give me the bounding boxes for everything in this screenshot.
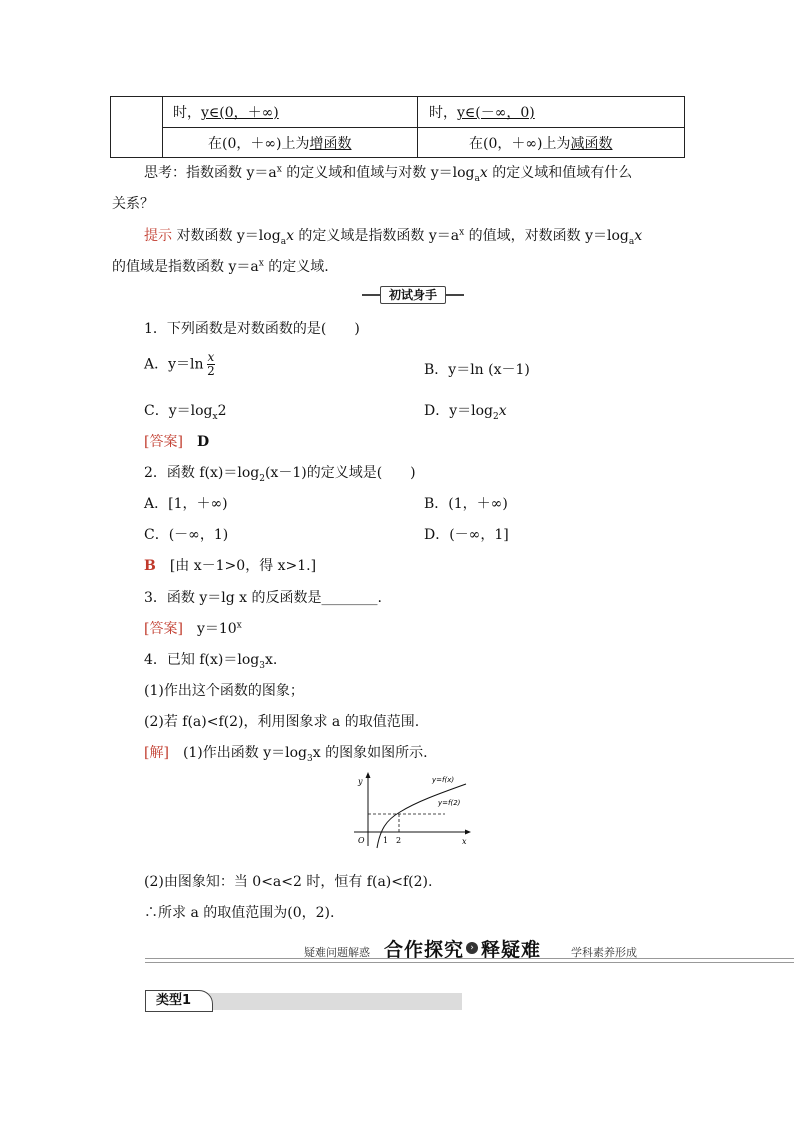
table-cell-range-decreasing: 时，y∈(－∞，0) [429, 105, 535, 121]
q4-part1: (1)作出这个函数的图象； [144, 683, 304, 699]
q4-stem: 4．已知 $f(x)=\log_3x$. [144, 652, 278, 671]
q2-answer: B [由 x－1>0，得 x>1.] [144, 558, 317, 574]
q4-solution-3: ∴所求 a 的取值范围为(0，2). [144, 905, 335, 921]
x-axis-arrow [465, 830, 471, 835]
q1-stem: 1．下列函数是对数函数的是( ) [144, 321, 360, 337]
q3-stem: 3．函数 y＝lg x 的反函数是________. [144, 590, 382, 606]
q1-option-c: C．$y=\log_x2$ [144, 403, 227, 422]
q3-answer: [答案] $y=10^x$ [144, 620, 242, 637]
q1-option-d: D．$y=\log_2x$ [424, 403, 507, 422]
q2-option-c: C．(－∞，1) [144, 527, 229, 543]
type-tab: 类型1 [145, 990, 213, 1012]
table-cell-monotonic-decreasing: 在(0，＋∞)上为减函数 [469, 136, 613, 152]
log-curve [377, 784, 466, 848]
q2-stem: 2．函数 $f(x)=\log_2(x-1)$的定义域是( ) [144, 465, 416, 484]
hint-paragraph: 提示 对数函数 $y=\log_ax$ 的定义域是指数函数 $y=a^x$ 的值域，对数函数 $y=\log_ax$ [144, 227, 643, 247]
y-axis-arrow [366, 772, 371, 778]
section-title-part1: 合作探究 [384, 939, 465, 961]
q4-part2: (2)若 f(a)<f(2)，利用图象求 a 的取值范围. [144, 714, 420, 730]
q2-option-d: D．(－∞，1] [424, 527, 509, 543]
table-cell-monotonic-increasing: 在(0，＋∞)上为增函数 [208, 136, 352, 152]
tick-label-2: 2 [396, 836, 402, 845]
q1-option-a: A．y＝ln $\frac{x}{2}$ [144, 350, 215, 378]
q2-option-b: B．(1，＋∞) [424, 496, 508, 512]
think-question-cont: 关系？ [112, 196, 154, 212]
hint-paragraph-cont: 的值域是指数函数 $y=a^x$ 的定义域. [112, 258, 329, 275]
section-subtitle-right: 学科素养形成 [571, 946, 637, 959]
chevron-right-icon: › [466, 942, 478, 954]
origin-label: O [358, 836, 365, 845]
table-divider [162, 127, 684, 128]
fraction: $\frac{x}{2}$ [207, 350, 215, 378]
section-banner [362, 286, 464, 304]
q1-option-b: B．y＝ln (x－1) [424, 362, 530, 378]
domain-range-table [110, 96, 685, 158]
q4-solution-2: (2)由图象知：当 0<a<2 时，恒有 f(a)<f(2). [144, 874, 433, 890]
y-axis-label: y [358, 777, 363, 786]
section-rule [145, 958, 794, 963]
tick-label-1: 1 [383, 836, 389, 845]
q4-solution-1: [解] (1)作出函数 $y=\log_3x$ 的图象如图所示. [144, 745, 428, 764]
banner-label: 初试身手 [380, 286, 446, 304]
section-subtitle-left: 疑难问题解惑 [304, 946, 370, 959]
curve-label: y=f(x) [432, 776, 455, 784]
q1-answer: [答案] D [144, 434, 210, 450]
q2-option-a: A．[1，＋∞) [144, 496, 228, 512]
think-question: 思考：指数函数 $y=a^x$ 的定义域和值域与对数 $y=\log_ax$ 的定义域和值域有什么 [144, 164, 633, 184]
log-graph [350, 770, 475, 850]
table-cell-range-increasing: 时，y∈(0，＋∞) [173, 105, 279, 121]
level-label: y=f(2) [438, 799, 461, 807]
section-title-part2: 释疑难 [481, 939, 542, 961]
x-axis-label: x [462, 837, 467, 846]
